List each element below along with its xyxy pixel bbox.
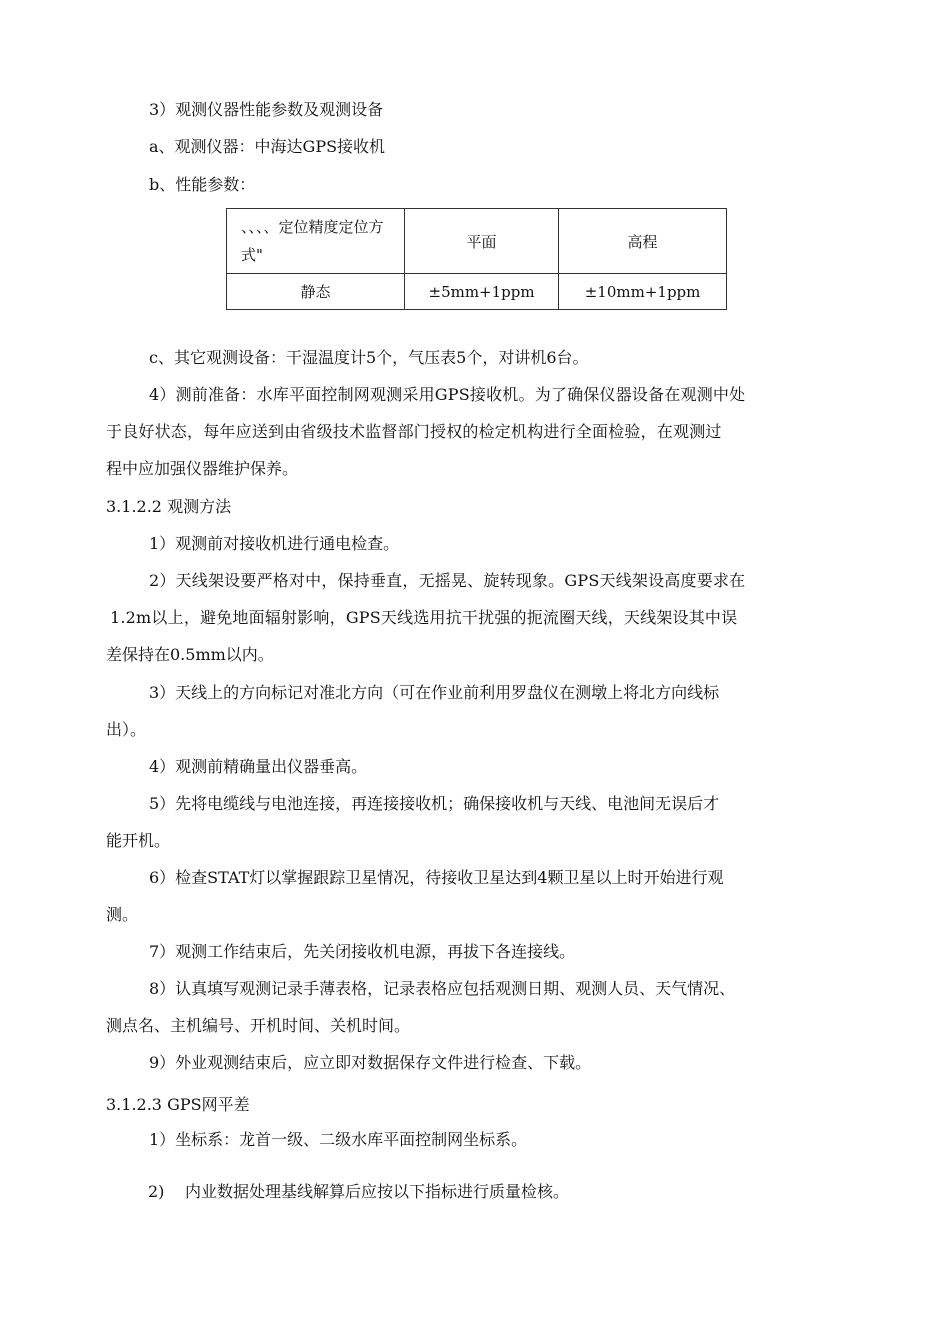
table-corner-cell xyxy=(227,209,405,274)
paragraph-instrument: a、观测仪器：中海达GPS接收机 xyxy=(149,137,386,156)
paragraph-instrument-heading: 3）观测仪器性能参数及观测设备 xyxy=(149,100,384,119)
method-item-5-line1: 5）先将电缆线与电池连接，再连接接收机；确保接收机与天线、电池间无误后才 xyxy=(149,794,720,813)
method-item-7: 7）观测工作结束后，先关闭接收机电源，再拔下各连接线。 xyxy=(149,942,576,961)
table-cell-plane: ±5mm+1ppm xyxy=(405,274,559,310)
table-header-row xyxy=(227,209,727,274)
method-item-2-line2: 1.2m以上，避免地面辐射影响，GPS天线选用抗干扰强的扼流圈天线，天线架设其中误 xyxy=(110,608,738,627)
method-item-8-line1: 8）认真填写观测记录手薄表格，记录表格应包括观测日期、观测人员、天气情况、 xyxy=(149,979,736,998)
method-item-4: 4）观测前精确量出仪器垂高。 xyxy=(149,757,368,776)
performance-table xyxy=(226,208,727,310)
table-corner-text: 、、、、定位精度定位方式" xyxy=(241,218,384,264)
paragraph-preparation-line2: 于良好状态，每年应送到由省级技术监督部门授权的检定机构进行全面检验，在观测过 xyxy=(106,422,722,441)
method-item-1: 1）观测前对接收机进行通电检查。 xyxy=(149,534,400,553)
adjustment-item-2-text: 内业数据处理基线解算后应按以下指标进行质量检核。 xyxy=(185,1182,570,1201)
paragraph-other-equipment: c、其它观测设备：干湿温度计5个，气压表5个，对讲机6台。 xyxy=(149,348,589,367)
method-item-5-line2: 能开机。 xyxy=(106,831,171,850)
table-header-plane: 平面 xyxy=(405,209,559,274)
method-item-6-line2: 测。 xyxy=(106,905,139,924)
method-item-9: 9）外业观测结束后，应立即对数据保存文件进行检查、下载。 xyxy=(149,1053,592,1072)
method-item-6-line1: 6）检查STAT灯以掌握跟踪卫星情况，待接收卫星达到4颗卫星以上时开始进行观 xyxy=(149,868,724,887)
table-header-elevation: 高程 xyxy=(559,209,727,274)
method-item-3-line1: 3）天线上的方向标记对准北方向（可在作业前利用罗盘仪在测墩上将北方向线标 xyxy=(149,683,720,702)
method-item-2-line1: 2）天线架设要严格对中，保持垂直，无摇晃、旋转现象。GPS天线架设高度要求在 xyxy=(149,571,746,590)
adjustment-item-2-number: 2) xyxy=(148,1182,165,1201)
adjustment-item-1: 1）坐标系：龙首一级、二级水库平面控制网坐标系。 xyxy=(149,1130,528,1149)
table-cell-elevation: ±10mm+1ppm xyxy=(559,274,727,310)
paragraph-preparation-line1: 4）测前准备：水库平面控制网观测采用GPS接收机。为了确保仪器设备在观测中处 xyxy=(149,385,746,404)
table-row xyxy=(227,274,727,310)
paragraph-preparation-line3: 程中应加强仪器维护保养。 xyxy=(106,459,299,478)
section-heading-observation-method: 3.1.2.2 观测方法 xyxy=(106,497,232,516)
paragraph-parameters-label: b、性能参数： xyxy=(149,175,256,194)
method-item-2-line3: 差保持在0.5mm以内。 xyxy=(106,645,274,664)
method-item-8-line2: 测点名、主机编号、开机时间、关机时间。 xyxy=(106,1016,411,1035)
method-item-3-line2: 出）。 xyxy=(106,720,147,739)
section-heading-gps-adjustment: 3.1.2.3 GPS网平差 xyxy=(106,1095,250,1114)
table-row-label: 静态 xyxy=(227,274,405,310)
